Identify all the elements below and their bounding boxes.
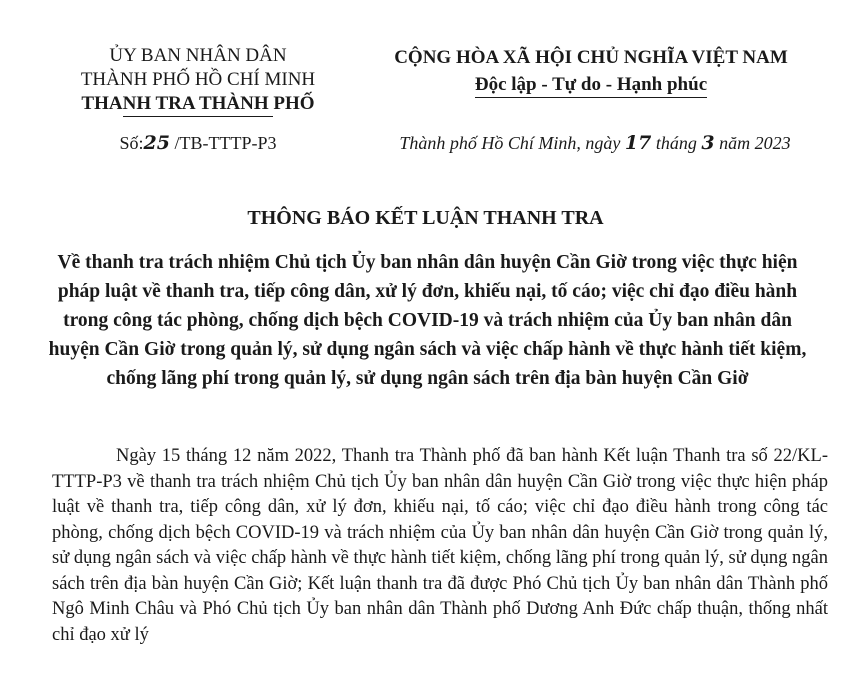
doc-number-handwritten: 25 bbox=[143, 132, 170, 154]
agency-line-2: THÀNH PHỐ HỒ CHÍ MINH bbox=[80, 69, 316, 90]
agency-header bbox=[48, 44, 348, 117]
document-subtitle: Về thanh tra trách nhiệm Chủ tịch Ủy ban nhân dân huyện Cần Giờ trong việc thực hiện pháp luật về thanh tra, tiếp công dân, xử lý đơn, khiếu nại, tố cáo; việc chỉ đạo điều hành trong công tác phòng, chống dịch bệch COVID-19 và trách nhiệm của Ủy ban nhân dân huyện Cần Giờ trong quản lý, sử dụng ngân sách và việc chấp hành về thực hành tiết kiệm, chống lãng phí trong quản lý, sử dụng ngân sách trên địa bàn huyện Cần Giờ bbox=[48, 252, 807, 389]
agency-underline bbox=[123, 116, 273, 117]
document-number bbox=[48, 132, 348, 154]
national-name: CỘNG HÒA XÃ HỘI CHỦ NGHĨA VIỆT NAM bbox=[394, 47, 788, 68]
doc-number-suffix: /TB-TTTP-P3 bbox=[169, 133, 277, 153]
date-month-handwritten: 3 bbox=[701, 132, 715, 154]
date-month-label: tháng bbox=[651, 133, 702, 153]
date-year-label: năm 2023 bbox=[714, 133, 791, 153]
agency-line-3: THANH TRA THÀNH PHỐ bbox=[81, 93, 315, 114]
national-motto: Độc lập - Tự do - Hạnh phúc bbox=[475, 73, 707, 98]
national-header bbox=[356, 44, 826, 98]
date-place-prefix: Thành phố Hồ Chí Minh, ngày bbox=[399, 133, 625, 153]
date-day-handwritten: 17 bbox=[624, 132, 652, 154]
document-title: THÔNG BÁO KẾT LUẬN THANH TRA bbox=[247, 207, 604, 229]
body-paragraph: Ngày 15 tháng 12 năm 2022, Thanh tra Thành phố đã ban hành Kết luận Thanh tra số 22/KL-TTTP-P3 về thanh tra trách nhiệm Chủ tịch Ủy ban nhân dân huyện Cần Giờ trong việc thực hiện pháp luật về thanh tra, tiếp công dân, xử lý đơn, khiếu nại, tố cáo; việc chỉ đạo điều hành trong công tác phòng, chống dịch bệch COVID-19 và trách nhiệm của Ủy ban nhân dân huyện Cần Giờ trong quản lý, sử dụng ngân sách và việc chấp hành về thực hành tiết kiệm, chống lãng phí trong quản lý, sử dụng ngân sách trên địa bàn huyện Cần Giờ; Kết luận thanh tra đã được Phó Chủ tịch Ủy ban nhân dân Thành phố Ngô Minh Châu và Phó Chủ tịch Ủy ban nhân dân Thành phố Dương Anh Đức chấp thuận, thống nhất chỉ đạo xử lý bbox=[52, 446, 828, 645]
agency-line-1: ỦY BAN NHÂN DÂN bbox=[109, 45, 287, 66]
doc-number-prefix: Số: bbox=[119, 133, 144, 153]
date-line bbox=[356, 132, 834, 154]
